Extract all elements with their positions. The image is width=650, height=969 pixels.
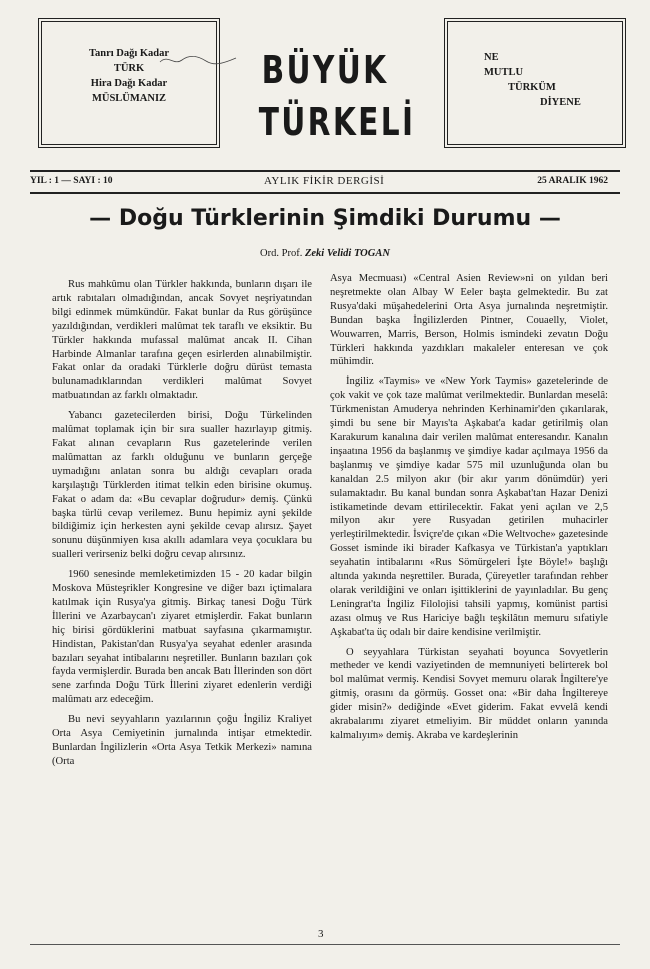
author-prefix: Ord. Prof.	[260, 248, 303, 259]
handwritten-scribble	[158, 52, 238, 68]
right-motto-box	[444, 18, 626, 148]
masthead-title	[258, 44, 416, 148]
masthead-line-1: BÜYÜK	[261, 48, 389, 92]
left-motto-line-3: Hira Dağı Kadar	[90, 78, 168, 89]
author-name: Zeki Velidi TOGAN	[304, 248, 390, 259]
article-title: — Doğu Türklerinin Şimdiki Durumu —	[89, 206, 561, 231]
issue-subtitle: AYLIK FİKİR DERGİSİ	[264, 175, 385, 187]
right-motto-line-4: DİYENE	[540, 97, 581, 108]
left-motto-line-2: TÜRK	[113, 63, 145, 74]
left-motto-line-4: MÜSLÜMANIZ	[91, 93, 167, 104]
top-rule	[30, 170, 620, 172]
right-column	[330, 272, 608, 749]
page-number: 3	[318, 928, 324, 940]
left-paragraph-1: Rus mahkûmu olan Türkler hakkında, bunların dışarı ile artık rabıtaları olmadığından, ancak Sovyet neşriyatından bilgi edinmek mümkündür. Fakat bunlar da Rus görüşünce yazıldığından, verdikleri malûmat tek taraflı ve eksiktir. Bu Türkler hakkında mufassal malûmat ancak II. Cihan Harbinde Almanlar tarafına geçen esirlerden alınabilmiştir. Fakat onlar da oradaki Türklerle doğru dürüst temasta bulunamadıklarından verdikleri malûmat Sovyet matbuatından az farklı olmaktadır.	[52, 279, 312, 402]
right-motto-line-3: TÜRKÜM	[508, 82, 556, 93]
left-paragraph-3: 1960 senesinde memleketimizden 15 - 20 kadar bilgin Moskova Müsteşrikler Kongresine ve diğer bazı içtimalara katılmak için Rusya'ya gitmiş. Birkaç tanesi Doğu Türk İllerini ve Azarbaycan'ı ziyaret etmişlerdir. Fakat bunların hiç birisi gördüklerini matbuat sayfasına çıkarmamıştır. Hindistan, Pakistan'dan Rusya'ya seyahat edenler arasında bazıları seyahat intibalarını neşretiller. Bunların bazıları çok fayda vermişlerdir. Burada ben ancak Batı İllerinden son dört sene zarfında Doğu Türk İllerini ziyaret edenlerin verdiği malûmatı arz edeceğim.	[52, 569, 312, 706]
article-author	[0, 248, 650, 259]
left-motto-line-1: Tanrı Dağı Kadar	[88, 48, 170, 59]
right-motto-line-2: MUTLU	[484, 67, 524, 78]
bottom-rule	[30, 192, 620, 194]
right-paragraph-1: Asya Mecmuası) «Central Asien Review»ni on yıldan beri neşretmekte olan Albay W Eeler başta gelmektedir. Bu zat Rusya'daki müşahedelerini Orta Asya jurnalında neşretmiştir. Bundan başka İngilizlerden Pintner, Couaelly, Violet, Wouwarren, Marris, Berson, Holmis ismindeki zevatın Doğu Türkleri hakkında yazdıkları makaleler enteresan ve çok mühimdir.	[330, 273, 608, 368]
right-motto-line-1: NE	[484, 52, 499, 63]
issue-date: 25 ARALIK 1962	[537, 176, 608, 186]
left-motto-box	[38, 18, 220, 148]
left-paragraph-2: Yabancı gazetecilerden birisi, Doğu Türkelinden malûmat toplamak için bir sıra sualler hazırlayıp gitmiş. Fakat alınan cevapların Rus gazetelerinde verilen malûmattan az farklı olduğunu ve bunların gerçeğe uymadığını anlatan sonra bu aldığı cevapları orada karşılaştığı Türklerden itimat telkin eden birisine okumuş. Fakat o adam da: «Bu cevaplar doğrudur» demiş. Çünkü başka türlü cevap verilemez. Bunu hepimiz ayni şekilde bildiğimiz için herkesten ayni şekilde cevap alırsız. Şayet sonunu düşünmiyen kısa akıllı adamlara veya çocuklara bu sualleri verirseniz belki doğru cevap alırsınız.	[52, 410, 312, 561]
left-column	[52, 278, 312, 775]
issue-volume: YIL : 1 — SAYI : 10	[30, 176, 113, 186]
footer-rule	[30, 944, 620, 945]
masthead-line-2: TÜRKELİ	[258, 100, 416, 144]
right-paragraph-3: O seyyahlara Türkistan seyahati boyunca Sovyetlerin metheder ve kendi vaziyetinden de memnuniyeti belirterek bol bol malûmat vermiş. Kendisi Sovyet memuru olarak İngiltere'ye gitmiş, orasını da görmüş. Gosset ona: «Bir daha İngiltereye gider misin?» dediğinde «Evet giderim. Fakat evvelâ kendi akrabalarımı ziyaret etmeliyim. Bir müddet onların yanında kalmalıyım» demiş. Akraba ve kardeşlerinin	[330, 646, 608, 741]
right-paragraph-2: İngiliz «Taymis» ve «New York Taymis» gazetelerinde de çok vakit ve çok taze malûmat verilmektedir. Bunlardan meselâ: Türkmenistan Amuderya nehrinden Kerhinamir'den çıkarılarak, şimdi bu sene bir Mayıs'ta Aşkabat'a kadar getirilmiş olan Karakurum kanalına dair verilen malûmat enteresandır. Kanalın inşaatına 1956 da başlanmış ve şimdiye kadar açılmaya 1956 da başlanmış ve şimdiye kadar 575 mil uzunluğunda olan bu kanaldan 2.5 milyon akır (bir akır yarım dönümdür) yeri sulamaktadır. Bu kanal bundan sonra Aşkabat'tan Hazar Denizi istikametinde devam ettirilecektir. Fakat yeni açılan ve 2,5 milyon akır yere Rusyadan getirilen muhacirler yerleştirilmektedir. İsviçre'de çıkan «Die Weltvoche» gazetesinde Gosset isminde iki birader Kafkasya ve Türkistan'a yaptıkları seyahatin intibalarını «Rus Sömürgeleri İşte Böyle!» başlığı altında yakında neşrettiler. Burada, Çüreyetler tarafından rehber olarak verildiğini ve onları işittiklerini de yayınladılar. Bu genç Leningrat'ta İngiliz Filolojisi tahsili yapmış, komünist partisi azası olmuş ve Rus Hariciye bağlı teşkilâtın memuru sıfatiyle Aşkabat'ta üç odalı bir daire kendisine verilmiştir.	[330, 376, 608, 638]
left-paragraph-4: Bu nevi seyyahların yazılarının çoğu İngiliz Kraliyet Orta Asya Cemiyetinin jurnalında intişar etmektedir. Bunlardan İngilizlerin «Orta Asya Tetkik Merkezi» namına (Orta	[52, 714, 312, 767]
